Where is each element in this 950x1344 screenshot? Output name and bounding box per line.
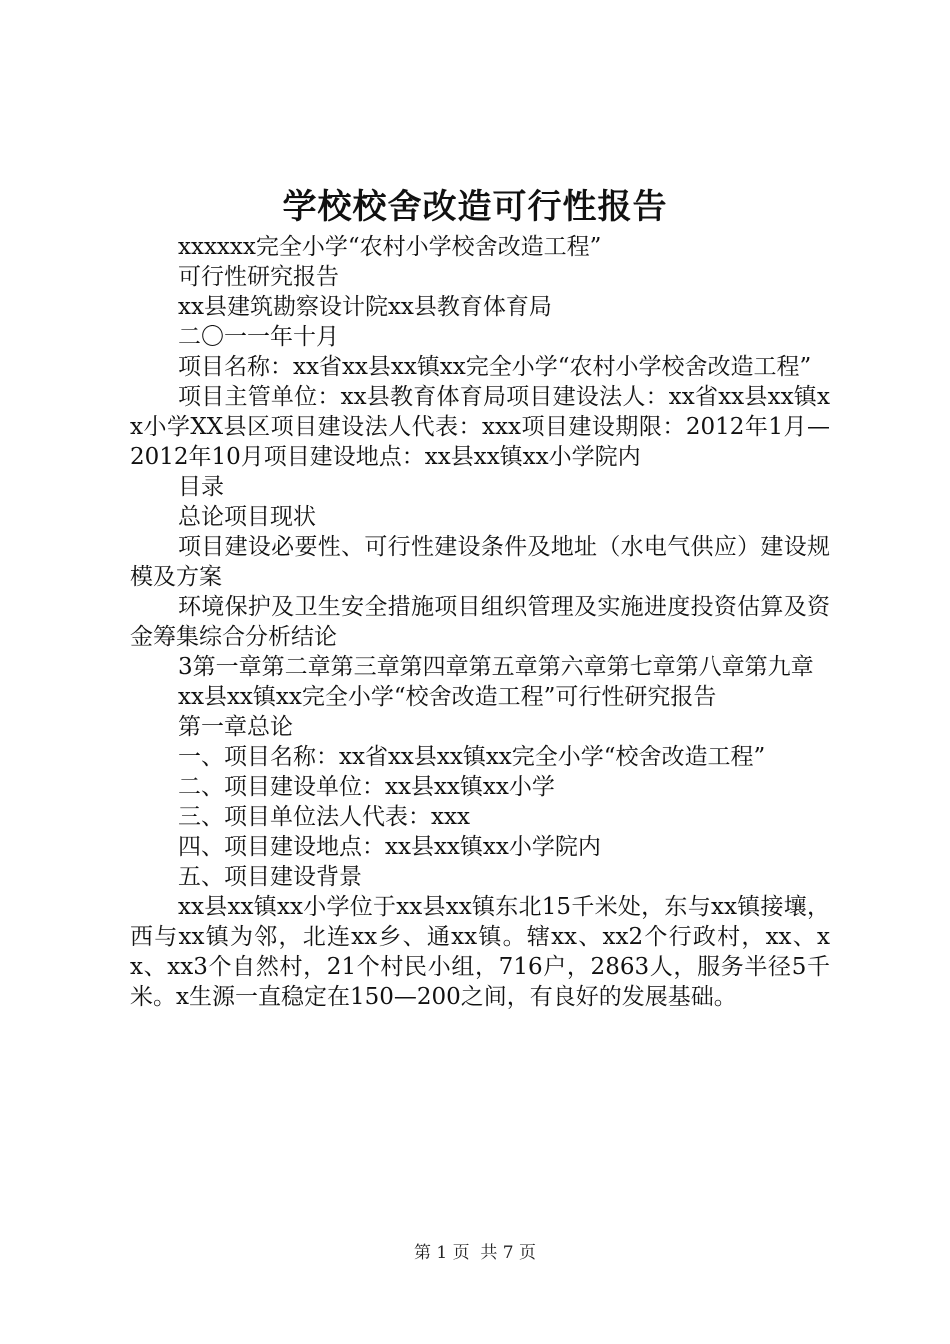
paragraph: 目录 (178, 474, 224, 500)
paragraph: 项目建设必要性、可行性建设条件及地址（水电气供应）建设规模及方案 (130, 534, 830, 590)
paragraph: xx县xx镇xx小学位于xx县xx镇东北15千米处，东与xx镇接壤，西与xx镇为邻，北连xx乡、通xx镇。辖xx、xx2个行政村，xx、xx、xx3个自然村，21个村民小组，716户，2863人，服务半径5千米。x生源一直稳定在150—200之间，有良好的发展基础。 (130, 894, 830, 1010)
paragraph: xxxxxx完全小学“农村小学校舍改造工程” (178, 234, 602, 260)
paragraph: 总论项目现状 (178, 504, 316, 530)
paragraph: 环境保护及卫生安全措施项目组织管理及实施进度投资估算及资金筹集综合分析结论 (130, 594, 830, 650)
paragraph: 三、项目单位法人代表：xxx (178, 804, 470, 830)
paragraph: xx县建筑勘察设计院xx县教育体育局 (178, 294, 552, 320)
paragraph: 一、项目名称：xx省xx县xx镇xx完全小学“校舍改造工程” (178, 744, 766, 770)
paragraph: 四、项目建设地点：xx县xx镇xx小学院内 (178, 834, 601, 860)
paragraph: 可行性研究报告 (178, 264, 339, 290)
document-body (130, 232, 830, 1012)
paragraph: 五、项目建设背景 (178, 864, 362, 890)
paragraph: 二、项目建设单位：xx县xx镇xx小学 (178, 774, 555, 800)
document-title: 学校校舍改造可行性报告 (282, 187, 668, 227)
paragraph: xx县xx镇xx完全小学“校舍改造工程”可行性研究报告 (178, 684, 717, 710)
paragraph: 二〇一一年十月 (178, 324, 339, 350)
paragraph: 3第一章第二章第三章第四章第五章第六章第七章第八章第九章 (178, 654, 814, 680)
page-footer (0, 1241, 950, 1265)
paragraph: 第一章总论 (178, 714, 293, 740)
paragraph: 项目主管单位：xx县教育体育局项目建设法人：xx省xx县xx镇xx小学XX县区项目建设法人代表：xxx项目建设期限：2012年1月—2012年10月项目建设地点：xx县xx镇xx小学院内 (130, 384, 830, 470)
paragraph: 项目名称：xx省xx县xx镇xx完全小学“农村小学校舍改造工程” (178, 354, 812, 380)
page-number: 第 1 页 共 7 页 (413, 1243, 537, 1263)
